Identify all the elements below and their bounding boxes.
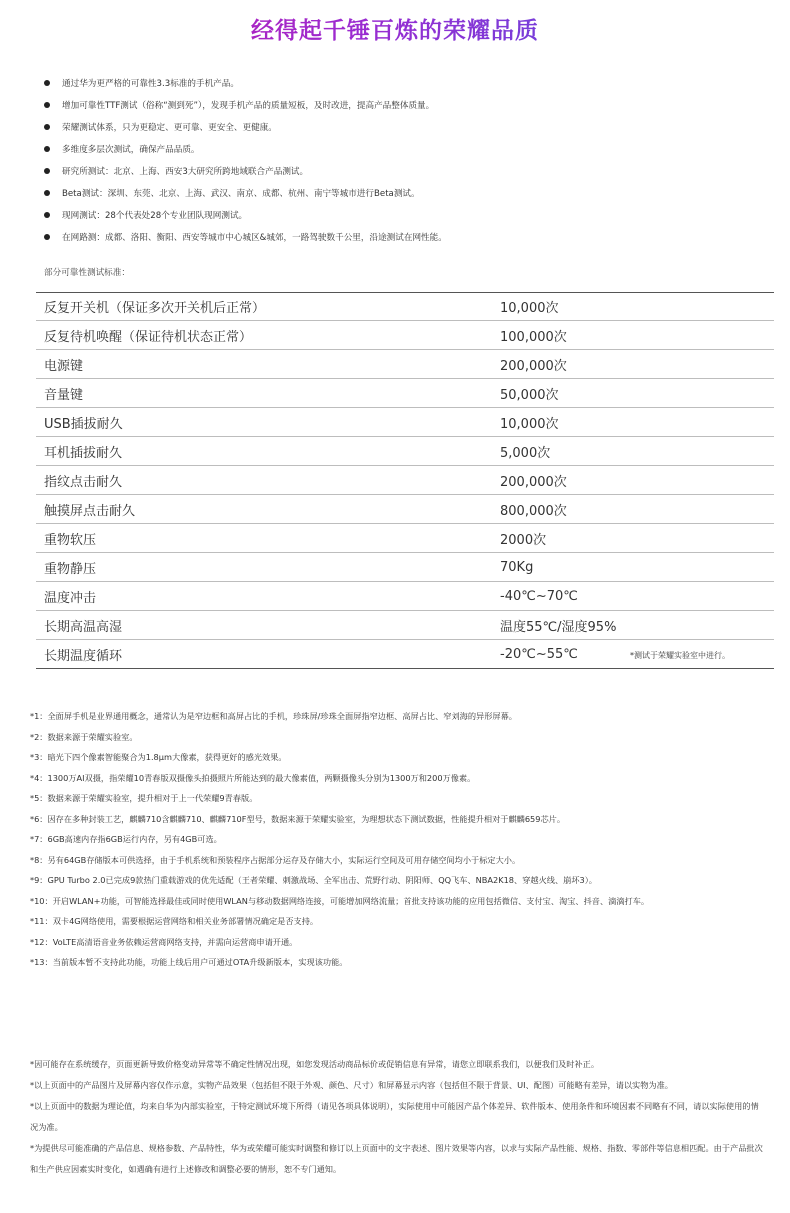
spec-value: 10,000次 [500,416,559,432]
footnote: *12：VoLTE高清语音业务依赖运营商网络支持，并需向运营商申请开通。 [30,936,298,947]
spec-value: 5,000次 [500,445,551,461]
spec-name: 长期温度循环 [44,648,123,664]
bullet-dot-icon [44,102,50,108]
table-row [36,466,774,495]
table-row [36,321,774,350]
footnote: *13：当前版本暂不支持此功能，功能上线后用户可通过OTA升级新版本，实现该功能。 [30,957,348,967]
footnote: *6：因存在多种封装工艺，麒麟710含麒麟710、麒麟710F型号，数据来源于荣耀实验室，为理想状态下测试数据，性能提升相对于麒麟659芯片。 [30,813,566,824]
bullet-dot-icon [44,168,50,174]
spec-value: 50,000次 [500,387,559,403]
disclaimer: *因可能存在系统缓存，页面更新导致价格变动异常等不确定性情况出现，如您发现活动商品标价或促销信息有异常，请您立即联系我们，以便我们及时补正。 [30,1059,600,1069]
table-row [36,379,774,408]
footnote: *7：6GB高速内存指6GB运行内存，另有4GB可选。 [30,834,222,844]
disclaimer: *以上页面中的产品图片及屏幕内容仅作示意，实物产品效果（包括但不限于外观、颜色、尺寸）和屏幕显示内容（包括但不限于背景、UI、配图）可能略有差异，请以实物为准。 [30,1080,673,1090]
disclaimer: *以上页面中的数据为理论值，均来自华为内部实验室，于特定测试环境下所得（请见各项具体说明），实际使用中可能因产品个体差异、软件版本、使用条件和环境因素不同略有不同，请以实际使用的情况为准。 [30,1101,759,1132]
bullet-item [44,160,764,182]
spec-value: -20℃~55℃ [500,646,578,662]
bullet-item [44,94,764,116]
feature-bullet-list [44,72,764,248]
spec-name: 长期高温高湿 [44,619,123,635]
bullet-item [44,226,764,248]
footnote: *1：全面屏手机是业界通用概念，通常认为是窄边框和高屏占比的手机，珍珠屏/珍珠全面屏指窄边框、高屏占比、窄刘海的异形屏幕。 [30,711,517,721]
spec-name: 重物静压 [44,561,97,577]
footnote: *4：1300万AI双摄，指荣耀10青春版双摄像头拍摄照片所能达到的最大像素值，两颗摄像头分别为1300万和200万像素。 [30,772,476,783]
table-row [36,553,774,582]
table-row [36,524,774,553]
footnotes [30,706,765,973]
table-row [36,611,774,640]
spec-name: 耳机插拔耐久 [44,445,123,461]
spec-value: 800,000次 [500,503,567,519]
bullet-text: 研究所测试：北京、上海、西安3大研究所跨地域联合产品测试。 [62,167,309,177]
spec-name: 反复开关机（保证多次开关机后正常） [44,301,266,316]
table-row [36,292,774,321]
lab-test-note: *测试于荣耀实验室中进行。 [630,651,730,660]
bullet-text: 多维度多层次测试，确保产品品质。 [62,145,200,155]
bullet-dot-icon [44,146,50,152]
bullet-dot-icon [44,234,50,240]
footnote: *9：GPU Turbo 2.0已完成9款热门重载游戏的优先适配（王者荣耀、刺激战场、全军出击、荒野行动、阴阳师、QQ飞车、NBA2K18、穿越火线、崩坏3）。 [30,875,597,885]
table-row [36,582,774,611]
spec-name: 指纹点击耐久 [44,474,123,490]
spec-name: 反复待机唤醒（保证待机状态正常） [44,329,253,345]
bullet-text: 在网路测：成都、洛阳、衡阳、西安等城市中心城区&城郊，一路驾驶数千公里，沿途测试在网性能。 [62,233,447,243]
spec-value: 200,000次 [500,474,567,490]
spec-value: 10,000次 [500,301,559,316]
bullet-dot-icon [44,190,50,196]
footnote: *8：另有64GB存储版本可供选择，由于手机系统和预装程序占据部分运存及存储大小，实际运行空间及可用存储空间均小于标定大小。 [30,854,521,865]
spec-value: 100,000次 [500,329,567,345]
bullet-dot-icon [44,212,50,218]
bullet-item [44,182,764,204]
reliability-spec-table [36,292,774,669]
footnote: *2：数据来源于荣耀实验室。 [30,731,138,742]
spec-value: 200,000次 [500,358,567,374]
table-row [36,640,774,669]
reliability-standards-heading: 部分可靠性测试标准： [44,268,130,278]
spec-name: 触摸屏点击耐久 [44,503,136,519]
spec-value: 70Kg [500,559,534,575]
spec-name: 音量键 [44,387,84,403]
footnote: *3：暗光下四个像素智能聚合为1.8μm大像素，获得更好的感光效果。 [30,752,287,762]
disclaimer: *为提供尽可能准确的产品信息、规格参数、产品特性，华为或荣耀可能实时调整和修订以上页面中的文字表述、图片效果等内容，以求与实际产品性能、规格、指数、零部件等信息相匹配。由于产品批次和生产供应因素实时变化，如遇确有进行上述修改和调整必要的情形，恕不专门通知。 [30,1143,763,1174]
bullet-dot-icon [44,124,50,130]
table-row [36,408,774,437]
table-row [36,437,774,466]
table-row [36,350,774,379]
bullet-text: 荣耀测试体系，只为更稳定、更可靠、更安全、更健康。 [62,123,277,133]
bullet-dot-icon [44,80,50,86]
spec-name: 重物软压 [44,532,97,548]
bullet-item [44,138,764,160]
page-title: 经得起千锤百炼的荣耀品质 [0,12,790,45]
spec-value: -40℃~70℃ [500,588,578,604]
footnote: *11：双卡4G网络使用，需要根据运营网络和相关业务部署情况确定是否支持。 [30,916,319,926]
footnote: *10：开启WLAN+功能，可智能选择最佳或同时使用WLAN与移动数据网络连接，可能增加网络流量；首批支持该功能的应用包括微信、支付宝、淘宝、抖音、滴滴打车。 [30,895,650,906]
table-row [36,495,774,524]
spec-value: 温度55℃/湿度95% [500,619,617,635]
bullet-item [44,116,764,138]
spec-name: USB插拔耐久 [44,416,123,432]
bullet-item [44,72,764,94]
bullet-text: Beta测试：深圳、东莞、北京、上海、武汉、南京、成都、杭州、南宁等城市进行Beta测试。 [62,189,420,199]
spec-value: 2000次 [500,532,547,548]
footnote: *5：数据来源于荣耀实验室，提升相对于上一代荣耀9青春版。 [30,793,258,803]
bullet-text: 现网测试：28个代表处28个专业团队现网测试。 [62,211,248,221]
spec-name: 温度冲击 [44,590,97,606]
bullet-text: 增加可靠性TTF测试（俗称“测到死”），发现手机产品的质量短板，及时改进，提高产品整体质量。 [62,101,435,111]
bullet-item [44,204,764,226]
spec-name: 电源键 [44,358,84,374]
bullet-text: 通过华为更严格的可靠性3.3标准的手机产品。 [62,79,239,89]
disclaimers [30,1054,765,1180]
